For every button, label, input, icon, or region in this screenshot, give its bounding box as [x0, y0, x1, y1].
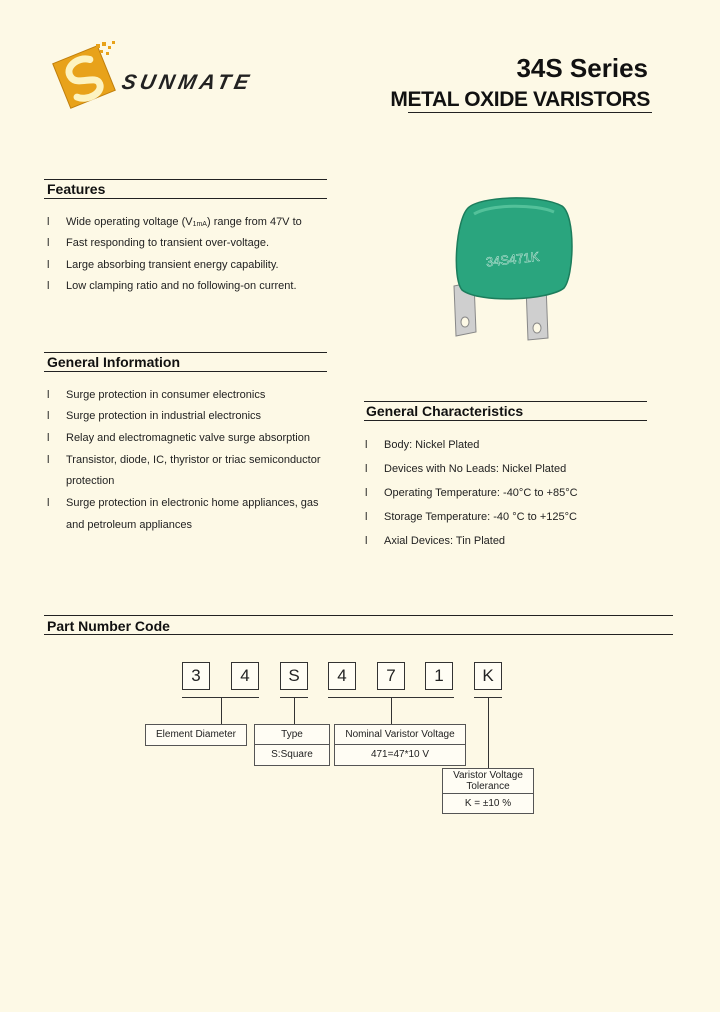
- pnc-heading: Part Number Code: [47, 618, 170, 634]
- connector-line: [488, 697, 489, 768]
- geninfo-rule-bottom: [44, 371, 327, 372]
- features-list: l Wide operating voltage (V1mA) range from 47V to l Fast responding to transient over-voltage. l Large absorbing transient energy capability. l Low clamping ratio and no following-on current.: [47, 216, 302, 292]
- bullet: l: [47, 454, 50, 466]
- features-rule-top: [44, 179, 327, 180]
- bullet: l: [365, 487, 368, 499]
- connector-line: [391, 697, 392, 724]
- element-diameter-box: Element Diameter: [145, 724, 247, 746]
- connector-line: [294, 697, 295, 724]
- bullet: l: [47, 432, 50, 444]
- part-digit-box: K: [474, 662, 502, 690]
- series-title: 34S Series: [516, 53, 648, 83]
- pnc-rule-bottom: [44, 634, 673, 635]
- bullet: l: [47, 216, 50, 228]
- genchar-rule-top: [364, 401, 647, 402]
- varistor-image: [440, 190, 580, 360]
- geninfo-rule-top: [44, 352, 327, 353]
- genchar-list: l Body: Nickel Plated l Devices with No Leads: Nickel Plated l Operating Temperature: -40°C to +85°C l Storage Temperature: -40 °C to +125°C l Axial Devices: Tin Plated: [365, 439, 578, 547]
- bullet: l: [365, 463, 368, 475]
- genchar-heading: General Characteristics: [366, 403, 524, 419]
- pnc-rule-top: [44, 615, 673, 616]
- part-digit-box: 4: [231, 662, 259, 690]
- features-rule-bottom: [44, 198, 327, 199]
- part-digit-box: 1: [425, 662, 453, 690]
- part-digit-box: 4: [328, 662, 356, 690]
- svg-text:34S471K: 34S471K: [485, 248, 541, 270]
- connector-line: [221, 697, 222, 724]
- header-rule: [408, 112, 652, 113]
- geninfo-list: l Surge protection in consumer electronics l Surge protection in industrial electronics l Relay and electromagnetic valve surge absorption l Transistor, diode, IC, thyristor or triac semiconductor protection l Surge protection in electronic home appliances, gas and petroleum appliances: [47, 389, 321, 531]
- series-subtitle: METAL OXIDE VARISTORS: [390, 88, 650, 111]
- part-digit-box: 3: [182, 662, 210, 690]
- bullet: l: [47, 389, 50, 401]
- bullet: l: [365, 511, 368, 523]
- sunmate-logo-icon: [44, 40, 124, 114]
- bullet: l: [47, 280, 50, 292]
- tolerance-table: Varistor Voltage Tolerance K = ±10 %: [442, 768, 534, 814]
- bullet: l: [365, 439, 368, 451]
- features-heading: Features: [47, 181, 106, 197]
- bullet: l: [47, 237, 50, 249]
- bullet: l: [365, 535, 368, 547]
- product-image: [440, 190, 580, 360]
- nominal-voltage-table: Nominal Varistor Voltage 471=47*10 V: [334, 724, 466, 766]
- bullet: l: [47, 259, 50, 271]
- part-digit-box: 7: [377, 662, 405, 690]
- bullet: l: [47, 497, 50, 509]
- brand-name: SUNMATE: [119, 71, 255, 94]
- geninfo-heading: General Information: [47, 354, 181, 370]
- bullet: l: [47, 410, 50, 422]
- part-digit-box: S: [280, 662, 308, 690]
- type-table: Type S:Square: [254, 724, 330, 766]
- genchar-rule-bottom: [364, 420, 647, 421]
